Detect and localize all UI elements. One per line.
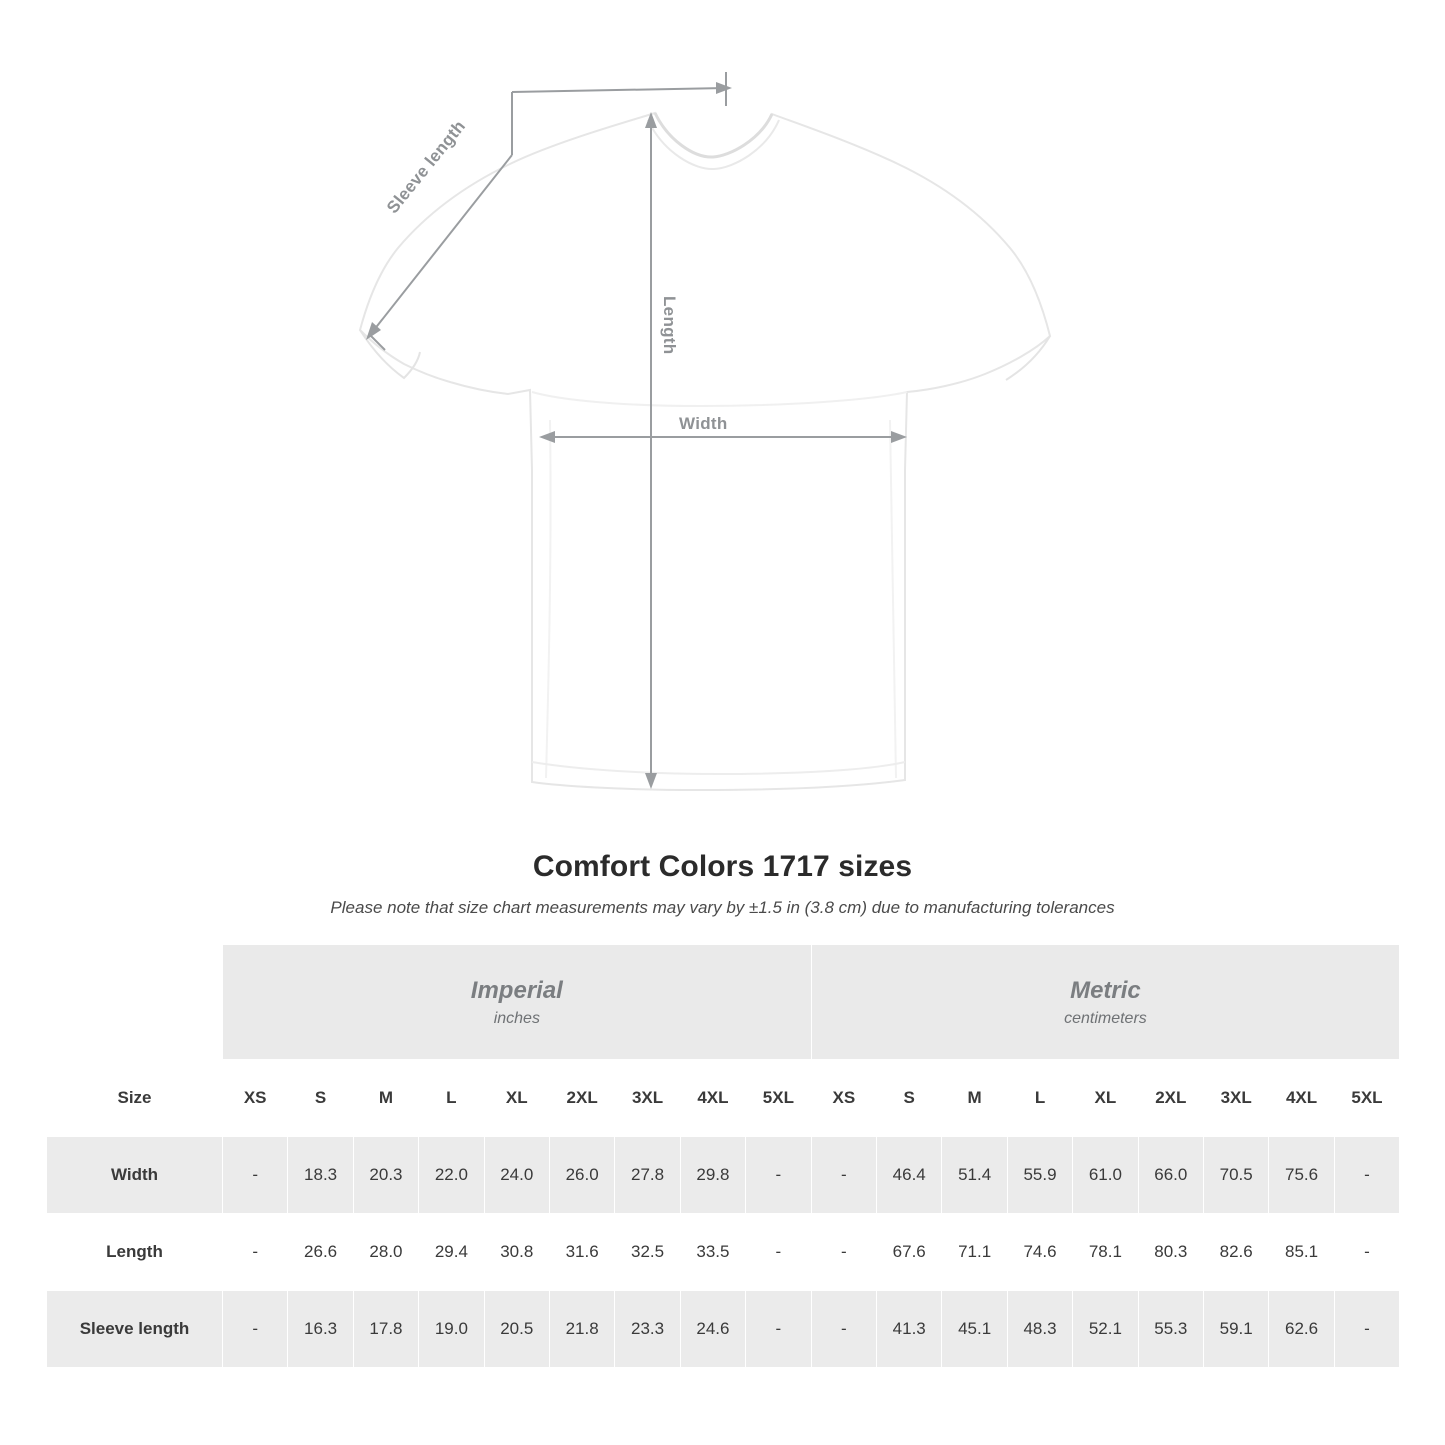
row-label-sleeve-length: Sleeve length — [47, 1291, 223, 1368]
size-header-xs-metric: XS — [811, 1060, 876, 1137]
unit-header-row — [47, 945, 1400, 1060]
imperial-sublabel: inches — [493, 1010, 540, 1027]
length-s-in: 26.6 — [288, 1214, 353, 1291]
width-s-cm: 46.4 — [877, 1137, 942, 1214]
sleeve-xl-in: 20.5 — [484, 1291, 549, 1368]
size-header-m-imperial: M — [353, 1060, 418, 1137]
table-row — [47, 1137, 1400, 1214]
metric-label: Metric — [1070, 977, 1141, 1004]
width-l-cm: 55.9 — [1007, 1137, 1072, 1214]
tolerance-note: Please note that size chart measurements may vary by ±1.5 in (3.8 cm) due to manufacturing tolerances — [330, 898, 1115, 917]
length-2xl-cm: 80.3 — [1138, 1214, 1203, 1291]
length-l-in: 29.4 — [419, 1214, 484, 1291]
width-xl-cm: 61.0 — [1073, 1137, 1138, 1214]
size-header-s-metric: S — [877, 1060, 942, 1137]
length-3xl-cm: 82.6 — [1203, 1214, 1268, 1291]
size-header-l-metric: L — [1007, 1060, 1072, 1137]
size-header-xs-imperial: XS — [223, 1060, 288, 1137]
sleeve-4xl-in: 24.6 — [680, 1291, 745, 1368]
width-2xl-cm: 66.0 — [1138, 1137, 1203, 1214]
width-4xl-in: 29.8 — [680, 1137, 745, 1214]
sleeve-2xl-cm: 55.3 — [1138, 1291, 1203, 1368]
length-4xl-in: 33.5 — [680, 1214, 745, 1291]
width-s-in: 18.3 — [288, 1137, 353, 1214]
width-dimension-label: Width — [679, 414, 728, 433]
sleeve-m-cm: 45.1 — [942, 1291, 1007, 1368]
width-m-cm: 51.4 — [942, 1137, 1007, 1214]
size-header-3xl-metric: 3XL — [1203, 1060, 1268, 1137]
sleeve-2xl-in: 21.8 — [549, 1291, 614, 1368]
length-4xl-cm: 85.1 — [1269, 1214, 1334, 1291]
width-3xl-cm: 70.5 — [1203, 1137, 1268, 1214]
row-label-length: Length — [47, 1214, 223, 1291]
length-xs-in: - — [223, 1214, 288, 1291]
width-l-in: 22.0 — [419, 1137, 484, 1214]
sleeve-l-in: 19.0 — [419, 1291, 484, 1368]
width-3xl-in: 27.8 — [615, 1137, 680, 1214]
length-3xl-in: 32.5 — [615, 1214, 680, 1291]
table-row — [47, 1214, 1400, 1291]
unit-header-spacer — [47, 945, 223, 1060]
length-m-cm: 71.1 — [942, 1214, 1007, 1291]
sleeve-xs-in: - — [223, 1291, 288, 1368]
metric-sublabel: centimeters — [1064, 1010, 1147, 1027]
size-header-s-imperial: S — [288, 1060, 353, 1137]
length-xl-in: 30.8 — [484, 1214, 549, 1291]
width-xs-in: - — [223, 1137, 288, 1214]
page-title: Comfort Colors 1717 sizes — [532, 850, 913, 883]
size-table-wrapper — [46, 944, 1399, 1368]
size-header-4xl-imperial: 4XL — [680, 1060, 745, 1137]
size-header-3xl-imperial: 3XL — [615, 1060, 680, 1137]
width-4xl-cm: 75.6 — [1269, 1137, 1334, 1214]
width-xs-cm: - — [811, 1137, 876, 1214]
sleeve-5xl-cm: - — [1334, 1291, 1399, 1368]
length-s-cm: 67.6 — [877, 1214, 942, 1291]
size-header-4xl-metric: 4XL — [1269, 1060, 1334, 1137]
width-2xl-in: 26.0 — [549, 1137, 614, 1214]
width-xl-in: 24.0 — [484, 1137, 549, 1214]
sleeve-4xl-cm: 62.6 — [1269, 1291, 1334, 1368]
size-header-xl-metric: XL — [1073, 1060, 1138, 1137]
sleeve-3xl-in: 23.3 — [615, 1291, 680, 1368]
length-dimension-label: Length — [660, 296, 679, 355]
width-5xl-in: - — [746, 1137, 812, 1214]
size-header-l-imperial: L — [419, 1060, 484, 1137]
sleeve-5xl-in: - — [746, 1291, 812, 1368]
table-row — [47, 1291, 1400, 1368]
sleeve-m-in: 17.8 — [353, 1291, 418, 1368]
size-header-cell: Size — [47, 1060, 223, 1137]
width-5xl-cm: - — [1334, 1137, 1399, 1214]
sleeve-s-cm: 41.3 — [877, 1291, 942, 1368]
metric-unit-header — [811, 945, 1400, 1060]
size-header-2xl-metric: 2XL — [1138, 1060, 1203, 1137]
sleeve-length-dimension-label: Sleeve length — [383, 116, 470, 217]
sleeve-3xl-cm: 59.1 — [1203, 1291, 1268, 1368]
width-m-in: 20.3 — [353, 1137, 418, 1214]
length-m-in: 28.0 — [353, 1214, 418, 1291]
length-xl-cm: 78.1 — [1073, 1214, 1138, 1291]
length-l-cm: 74.6 — [1007, 1214, 1072, 1291]
size-header-row — [47, 1060, 1400, 1137]
sleeve-xs-cm: - — [811, 1291, 876, 1368]
chart-title-block — [0, 850, 1445, 918]
imperial-unit-header — [223, 945, 812, 1060]
sleeve-s-in: 16.3 — [288, 1291, 353, 1368]
row-label-width: Width — [47, 1137, 223, 1214]
length-2xl-in: 31.6 — [549, 1214, 614, 1291]
size-header-5xl-metric: 5XL — [1334, 1060, 1399, 1137]
size-header-2xl-imperial: 2XL — [549, 1060, 614, 1137]
length-xs-cm: - — [811, 1214, 876, 1291]
size-header-xl-imperial: XL — [484, 1060, 549, 1137]
length-5xl-in: - — [746, 1214, 812, 1291]
sleeve-l-cm: 48.3 — [1007, 1291, 1072, 1368]
size-header-m-metric: M — [942, 1060, 1007, 1137]
length-5xl-cm: - — [1334, 1214, 1399, 1291]
size-header-5xl-imperial: 5XL — [746, 1060, 812, 1137]
size-chart-table — [46, 944, 1400, 1368]
sleeve-xl-cm: 52.1 — [1073, 1291, 1138, 1368]
imperial-label: Imperial — [470, 977, 563, 1004]
